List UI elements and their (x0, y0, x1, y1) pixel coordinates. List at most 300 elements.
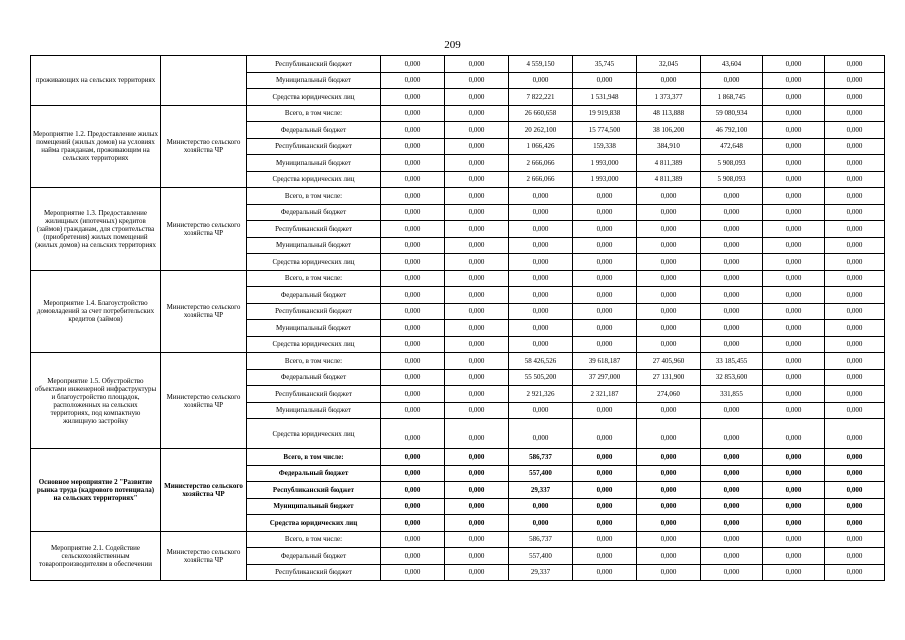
value-cell: 0,000 (381, 482, 445, 499)
value-cell: 0,000 (381, 465, 445, 482)
value-cell: 557,400 (509, 548, 573, 565)
value-cell: 0,000 (445, 221, 509, 238)
value-cell: 0,000 (381, 498, 445, 515)
value-cell: 0,000 (445, 419, 509, 449)
funding-source-cell: Муниципальный бюджет (247, 402, 381, 419)
value-cell: 0,000 (381, 122, 445, 139)
value-cell: 0,000 (445, 498, 509, 515)
table-row (31, 353, 885, 370)
value-cell: 0,000 (825, 531, 885, 548)
value-cell: 0,000 (701, 465, 763, 482)
value-cell: 0,000 (763, 369, 825, 386)
value-cell: 0,000 (509, 188, 573, 205)
value-cell: 0,000 (381, 402, 445, 419)
value-cell: 0,000 (573, 564, 637, 581)
value-cell: 0,000 (381, 138, 445, 155)
value-cell: 586,737 (509, 531, 573, 548)
funding-source-cell: Средства юридических лиц (247, 336, 381, 353)
value-cell: 0,000 (763, 498, 825, 515)
value-cell: 0,000 (509, 303, 573, 320)
value-cell: 0,000 (445, 56, 509, 73)
value-cell: 0,000 (445, 402, 509, 419)
value-cell: 0,000 (763, 564, 825, 581)
value-cell: 0,000 (573, 303, 637, 320)
value-cell: 0,000 (825, 237, 885, 254)
value-cell: 0,000 (445, 105, 509, 122)
funding-source-cell: Всего, в том числе: (247, 270, 381, 287)
value-cell: 0,000 (825, 482, 885, 499)
value-cell: 5 908,093 (701, 155, 763, 172)
table-row (31, 531, 885, 548)
value-cell: 0,000 (637, 72, 701, 89)
value-cell: 0,000 (445, 386, 509, 403)
funding-source-cell: Средства юридических лиц (247, 419, 381, 449)
funding-source-cell: Республиканский бюджет (247, 138, 381, 155)
value-cell: 0,000 (381, 188, 445, 205)
value-cell: 0,000 (381, 204, 445, 221)
value-cell: 0,000 (381, 56, 445, 73)
value-cell: 0,000 (825, 56, 885, 73)
value-cell: 0,000 (825, 72, 885, 89)
value-cell: 0,000 (381, 353, 445, 370)
value-cell: 0,000 (573, 237, 637, 254)
value-cell: 0,000 (637, 303, 701, 320)
value-cell: 0,000 (701, 515, 763, 532)
value-cell: 0,000 (763, 105, 825, 122)
funding-source-cell: Средства юридических лиц (247, 171, 381, 188)
value-cell: 0,000 (445, 515, 509, 532)
value-cell: 0,000 (701, 204, 763, 221)
value-cell: 0,000 (381, 548, 445, 565)
value-cell: 0,000 (509, 221, 573, 238)
value-cell: 0,000 (701, 531, 763, 548)
value-cell: 0,000 (825, 498, 885, 515)
table-row (31, 270, 885, 287)
table-row (31, 188, 885, 205)
value-cell: 1 993,000 (573, 171, 637, 188)
value-cell: 0,000 (381, 419, 445, 449)
value-cell: 0,000 (509, 204, 573, 221)
ministry-cell: Министерство сельского хозяйства ЧР (161, 105, 247, 188)
value-cell: 586,737 (509, 449, 573, 466)
value-cell: 0,000 (825, 369, 885, 386)
value-cell: 0,000 (573, 72, 637, 89)
funding-source-cell: Всего, в том числе: (247, 188, 381, 205)
value-cell: 0,000 (445, 531, 509, 548)
value-cell: 38 106,200 (637, 122, 701, 139)
value-cell: 2 321,187 (573, 386, 637, 403)
value-cell: 0,000 (445, 204, 509, 221)
value-cell: 0,000 (637, 270, 701, 287)
value-cell: 0,000 (509, 72, 573, 89)
value-cell: 0,000 (573, 287, 637, 304)
value-cell: 0,000 (637, 515, 701, 532)
value-cell: 0,000 (763, 320, 825, 337)
value-cell: 1 373,377 (637, 89, 701, 106)
value-cell: 0,000 (573, 188, 637, 205)
value-cell: 0,000 (637, 449, 701, 466)
value-cell: 0,000 (573, 548, 637, 565)
value-cell: 0,000 (825, 270, 885, 287)
value-cell: 0,000 (825, 171, 885, 188)
value-cell: 58 426,526 (509, 353, 573, 370)
table-row (31, 449, 885, 466)
funding-source-cell: Республиканский бюджет (247, 482, 381, 499)
value-cell: 0,000 (445, 188, 509, 205)
value-cell: 0,000 (701, 402, 763, 419)
value-cell: 0,000 (637, 204, 701, 221)
value-cell: 0,000 (701, 498, 763, 515)
table-row (31, 105, 885, 122)
value-cell: 0,000 (825, 515, 885, 532)
value-cell: 0,000 (381, 336, 445, 353)
value-cell: 0,000 (509, 287, 573, 304)
value-cell: 0,000 (573, 531, 637, 548)
value-cell: 33 185,455 (701, 353, 763, 370)
value-cell: 0,000 (701, 548, 763, 565)
value-cell: 0,000 (381, 386, 445, 403)
value-cell: 29,337 (509, 564, 573, 581)
value-cell: 1 868,745 (701, 89, 763, 106)
value-cell: 274,060 (637, 386, 701, 403)
value-cell: 0,000 (825, 303, 885, 320)
funding-source-cell: Средства юридических лиц (247, 515, 381, 532)
value-cell: 0,000 (825, 89, 885, 106)
value-cell: 0,000 (381, 270, 445, 287)
value-cell: 0,000 (381, 155, 445, 172)
value-cell: 0,000 (763, 188, 825, 205)
value-cell: 0,000 (825, 465, 885, 482)
value-cell: 0,000 (573, 221, 637, 238)
page-number: 209 (444, 39, 461, 51)
value-cell: 2 666,066 (509, 171, 573, 188)
value-cell: 0,000 (509, 402, 573, 419)
value-cell: 0,000 (637, 237, 701, 254)
value-cell: 0,000 (763, 386, 825, 403)
funding-source-cell: Муниципальный бюджет (247, 320, 381, 337)
value-cell: 0,000 (825, 204, 885, 221)
value-cell: 0,000 (825, 386, 885, 403)
value-cell: 0,000 (637, 548, 701, 565)
value-cell: 4 811,389 (637, 155, 701, 172)
value-cell: 0,000 (825, 105, 885, 122)
value-cell: 0,000 (509, 419, 573, 449)
value-cell: 43,604 (701, 56, 763, 73)
value-cell: 0,000 (763, 89, 825, 106)
value-cell: 0,000 (825, 320, 885, 337)
value-cell: 7 822,221 (509, 89, 573, 106)
value-cell: 0,000 (701, 419, 763, 449)
value-cell: 0,000 (701, 188, 763, 205)
value-cell: 0,000 (763, 402, 825, 419)
value-cell: 0,000 (825, 336, 885, 353)
funding-source-cell: Федеральный бюджет (247, 122, 381, 139)
value-cell: 0,000 (825, 122, 885, 139)
value-cell: 0,000 (381, 221, 445, 238)
value-cell: 26 660,658 (509, 105, 573, 122)
value-cell: 0,000 (701, 336, 763, 353)
value-cell: 20 262,100 (509, 122, 573, 139)
value-cell: 0,000 (445, 548, 509, 565)
value-cell: 32 853,600 (701, 369, 763, 386)
value-cell: 0,000 (573, 254, 637, 271)
value-cell: 0,000 (763, 419, 825, 449)
value-cell: 0,000 (509, 498, 573, 515)
value-cell: 0,000 (763, 270, 825, 287)
value-cell: 1 531,948 (573, 89, 637, 106)
value-cell: 0,000 (763, 449, 825, 466)
funding-source-cell: Республиканский бюджет (247, 56, 381, 73)
funding-source-cell: Республиканский бюджет (247, 386, 381, 403)
value-cell: 0,000 (637, 482, 701, 499)
value-cell: 15 774,500 (573, 122, 637, 139)
value-cell: 0,000 (573, 482, 637, 499)
value-cell: 0,000 (637, 531, 701, 548)
value-cell: 0,000 (701, 482, 763, 499)
value-cell: 0,000 (825, 402, 885, 419)
value-cell: 0,000 (637, 287, 701, 304)
value-cell: 0,000 (763, 138, 825, 155)
value-cell: 0,000 (573, 270, 637, 287)
value-cell: 0,000 (825, 188, 885, 205)
funding-source-cell: Федеральный бюджет (247, 369, 381, 386)
value-cell: 0,000 (763, 531, 825, 548)
table-row (31, 56, 885, 73)
value-cell: 0,000 (445, 369, 509, 386)
funding-source-cell: Республиканский бюджет (247, 221, 381, 238)
value-cell: 0,000 (701, 254, 763, 271)
value-cell: 0,000 (637, 419, 701, 449)
value-cell: 0,000 (381, 515, 445, 532)
ministry-cell: Министерство сельского хозяйства ЧР (161, 353, 247, 449)
funding-source-cell: Всего, в том числе: (247, 105, 381, 122)
funding-source-cell: Всего, в том числе: (247, 531, 381, 548)
value-cell: 0,000 (509, 515, 573, 532)
value-cell: 0,000 (445, 465, 509, 482)
value-cell: 331,855 (701, 386, 763, 403)
value-cell: 0,000 (701, 564, 763, 581)
value-cell: 0,000 (445, 449, 509, 466)
value-cell: 0,000 (637, 254, 701, 271)
ministry-cell: Министерство сельского хозяйства ЧР (161, 449, 247, 532)
value-cell: 0,000 (573, 320, 637, 337)
measure-cell: Мероприятие 1.2. Предоставление жилых помещений (жилых домов) на условиях найма гражданам, проживающим на сельских территориях (31, 105, 161, 188)
value-cell: 0,000 (825, 419, 885, 449)
funding-source-cell: Муниципальный бюджет (247, 72, 381, 89)
value-cell: 0,000 (381, 564, 445, 581)
value-cell: 27 405,960 (637, 353, 701, 370)
value-cell: 0,000 (701, 320, 763, 337)
value-cell: 0,000 (381, 320, 445, 337)
value-cell: 0,000 (445, 564, 509, 581)
value-cell: 0,000 (637, 402, 701, 419)
value-cell: 0,000 (701, 303, 763, 320)
value-cell: 472,648 (701, 138, 763, 155)
value-cell: 0,000 (637, 498, 701, 515)
value-cell: 0,000 (509, 254, 573, 271)
funding-source-cell: Федеральный бюджет (247, 548, 381, 565)
value-cell: 0,000 (763, 122, 825, 139)
value-cell: 0,000 (509, 270, 573, 287)
value-cell: 557,400 (509, 465, 573, 482)
value-cell: 4 559,150 (509, 56, 573, 73)
value-cell: 0,000 (381, 72, 445, 89)
measure-cell: проживающих на сельских территориях (31, 56, 161, 106)
ministry-cell: Министерство сельского хозяйства ЧР (161, 188, 247, 271)
funding-source-cell: Всего, в том числе: (247, 449, 381, 466)
value-cell: 0,000 (445, 287, 509, 304)
value-cell: 0,000 (763, 237, 825, 254)
value-cell: 0,000 (573, 515, 637, 532)
value-cell: 0,000 (763, 336, 825, 353)
value-cell: 0,000 (763, 254, 825, 271)
value-cell: 59 080,934 (701, 105, 763, 122)
measure-cell: Основное мероприятие 2 "Развитие рынка труда (кадрового потенциала) на сельских территориях" (31, 449, 161, 532)
value-cell: 0,000 (445, 336, 509, 353)
value-cell: 0,000 (445, 138, 509, 155)
value-cell: 0,000 (573, 204, 637, 221)
value-cell: 0,000 (825, 564, 885, 581)
value-cell: 0,000 (445, 353, 509, 370)
value-cell: 0,000 (381, 303, 445, 320)
value-cell: 0,000 (763, 515, 825, 532)
value-cell: 0,000 (763, 353, 825, 370)
value-cell: 5 908,093 (701, 171, 763, 188)
value-cell: 0,000 (825, 353, 885, 370)
value-cell: 0,000 (763, 287, 825, 304)
funding-source-cell: Средства юридических лиц (247, 89, 381, 106)
value-cell: 0,000 (381, 89, 445, 106)
value-cell: 0,000 (445, 303, 509, 320)
value-cell: 0,000 (445, 171, 509, 188)
ministry-cell: Министерство сельского хозяйства ЧР (161, 531, 247, 581)
value-cell: 0,000 (825, 548, 885, 565)
value-cell: 0,000 (763, 303, 825, 320)
value-cell: 0,000 (445, 237, 509, 254)
value-cell: 39 618,187 (573, 353, 637, 370)
value-cell: 0,000 (381, 254, 445, 271)
value-cell: 0,000 (637, 564, 701, 581)
value-cell: 2 921,326 (509, 386, 573, 403)
value-cell: 0,000 (763, 56, 825, 73)
value-cell: 0,000 (381, 105, 445, 122)
value-cell: 35,745 (573, 56, 637, 73)
funding-source-cell: Федеральный бюджет (247, 204, 381, 221)
value-cell: 0,000 (573, 449, 637, 466)
value-cell: 0,000 (445, 155, 509, 172)
funding-source-cell: Республиканский бюджет (247, 564, 381, 581)
value-cell: 0,000 (445, 320, 509, 337)
value-cell: 55 505,200 (509, 369, 573, 386)
value-cell: 0,000 (825, 449, 885, 466)
value-cell: 0,000 (445, 254, 509, 271)
value-cell: 0,000 (445, 482, 509, 499)
value-cell: 46 792,100 (701, 122, 763, 139)
funding-source-cell: Республиканский бюджет (247, 303, 381, 320)
measure-cell: Мероприятие 2.1. Содействие сельскохозяйственным товаропроизводителям в обеспечении (31, 531, 161, 581)
funding-source-cell: Муниципальный бюджет (247, 155, 381, 172)
value-cell: 2 666,066 (509, 155, 573, 172)
value-cell: 1 066,426 (509, 138, 573, 155)
value-cell: 0,000 (701, 72, 763, 89)
value-cell: 0,000 (637, 221, 701, 238)
value-cell: 159,338 (573, 138, 637, 155)
value-cell: 0,000 (763, 171, 825, 188)
value-cell: 0,000 (381, 369, 445, 386)
value-cell: 0,000 (509, 320, 573, 337)
funding-source-cell: Средства юридических лиц (247, 254, 381, 271)
budget-table (30, 55, 885, 581)
value-cell: 27 131,900 (637, 369, 701, 386)
value-cell: 0,000 (509, 237, 573, 254)
value-cell: 0,000 (637, 320, 701, 337)
funding-source-cell: Федеральный бюджет (247, 465, 381, 482)
value-cell: 0,000 (573, 336, 637, 353)
value-cell: 37 297,000 (573, 369, 637, 386)
value-cell: 1 993,000 (573, 155, 637, 172)
value-cell: 4 811,389 (637, 171, 701, 188)
value-cell: 0,000 (573, 419, 637, 449)
funding-source-cell: Муниципальный бюджет (247, 498, 381, 515)
value-cell: 19 919,838 (573, 105, 637, 122)
value-cell: 32,045 (637, 56, 701, 73)
value-cell: 0,000 (701, 449, 763, 466)
value-cell: 0,000 (763, 548, 825, 565)
value-cell: 0,000 (763, 482, 825, 499)
value-cell: 0,000 (825, 155, 885, 172)
ministry-cell: Министерство сельского хозяйства ЧР (161, 270, 247, 353)
measure-cell: Мероприятие 1.4. Благоустройство домовладений за счет потребительских кредитов (займов) (31, 270, 161, 353)
measure-cell: Мероприятие 1.5. Обустройство объектами инженерной инфраструктуры и благоустройство площадок, расположенных на сельских территориях, под компактную жилищную застройку (31, 353, 161, 449)
value-cell: 0,000 (381, 449, 445, 466)
value-cell: 0,000 (825, 254, 885, 271)
funding-source-cell: Муниципальный бюджет (247, 237, 381, 254)
value-cell: 0,000 (445, 89, 509, 106)
value-cell: 384,910 (637, 138, 701, 155)
value-cell: 0,000 (763, 221, 825, 238)
value-cell: 0,000 (509, 336, 573, 353)
value-cell: 0,000 (637, 465, 701, 482)
value-cell: 0,000 (381, 287, 445, 304)
value-cell: 0,000 (445, 122, 509, 139)
value-cell: 0,000 (637, 188, 701, 205)
value-cell: 29,337 (509, 482, 573, 499)
funding-source-cell: Федеральный бюджет (247, 287, 381, 304)
value-cell: 0,000 (701, 221, 763, 238)
value-cell: 0,000 (445, 270, 509, 287)
value-cell: 0,000 (763, 155, 825, 172)
value-cell: 0,000 (763, 72, 825, 89)
value-cell: 0,000 (701, 237, 763, 254)
funding-source-cell: Всего, в том числе: (247, 353, 381, 370)
value-cell: 0,000 (763, 204, 825, 221)
value-cell: 0,000 (381, 171, 445, 188)
value-cell: 0,000 (445, 72, 509, 89)
value-cell: 0,000 (573, 402, 637, 419)
ministry-cell (161, 56, 247, 106)
value-cell: 0,000 (825, 221, 885, 238)
value-cell: 48 113,888 (637, 105, 701, 122)
measure-cell: Мероприятие 1.3. Предоставление жилищных (ипотечных) кредитов (займов) гражданам, для строительства (приобретения) жилых помещений (жилых домов) на сельских территориях (31, 188, 161, 271)
value-cell: 0,000 (573, 498, 637, 515)
value-cell: 0,000 (825, 287, 885, 304)
value-cell: 0,000 (381, 531, 445, 548)
value-cell: 0,000 (381, 237, 445, 254)
value-cell: 0,000 (763, 465, 825, 482)
value-cell: 0,000 (573, 465, 637, 482)
value-cell: 0,000 (701, 287, 763, 304)
value-cell: 0,000 (637, 336, 701, 353)
